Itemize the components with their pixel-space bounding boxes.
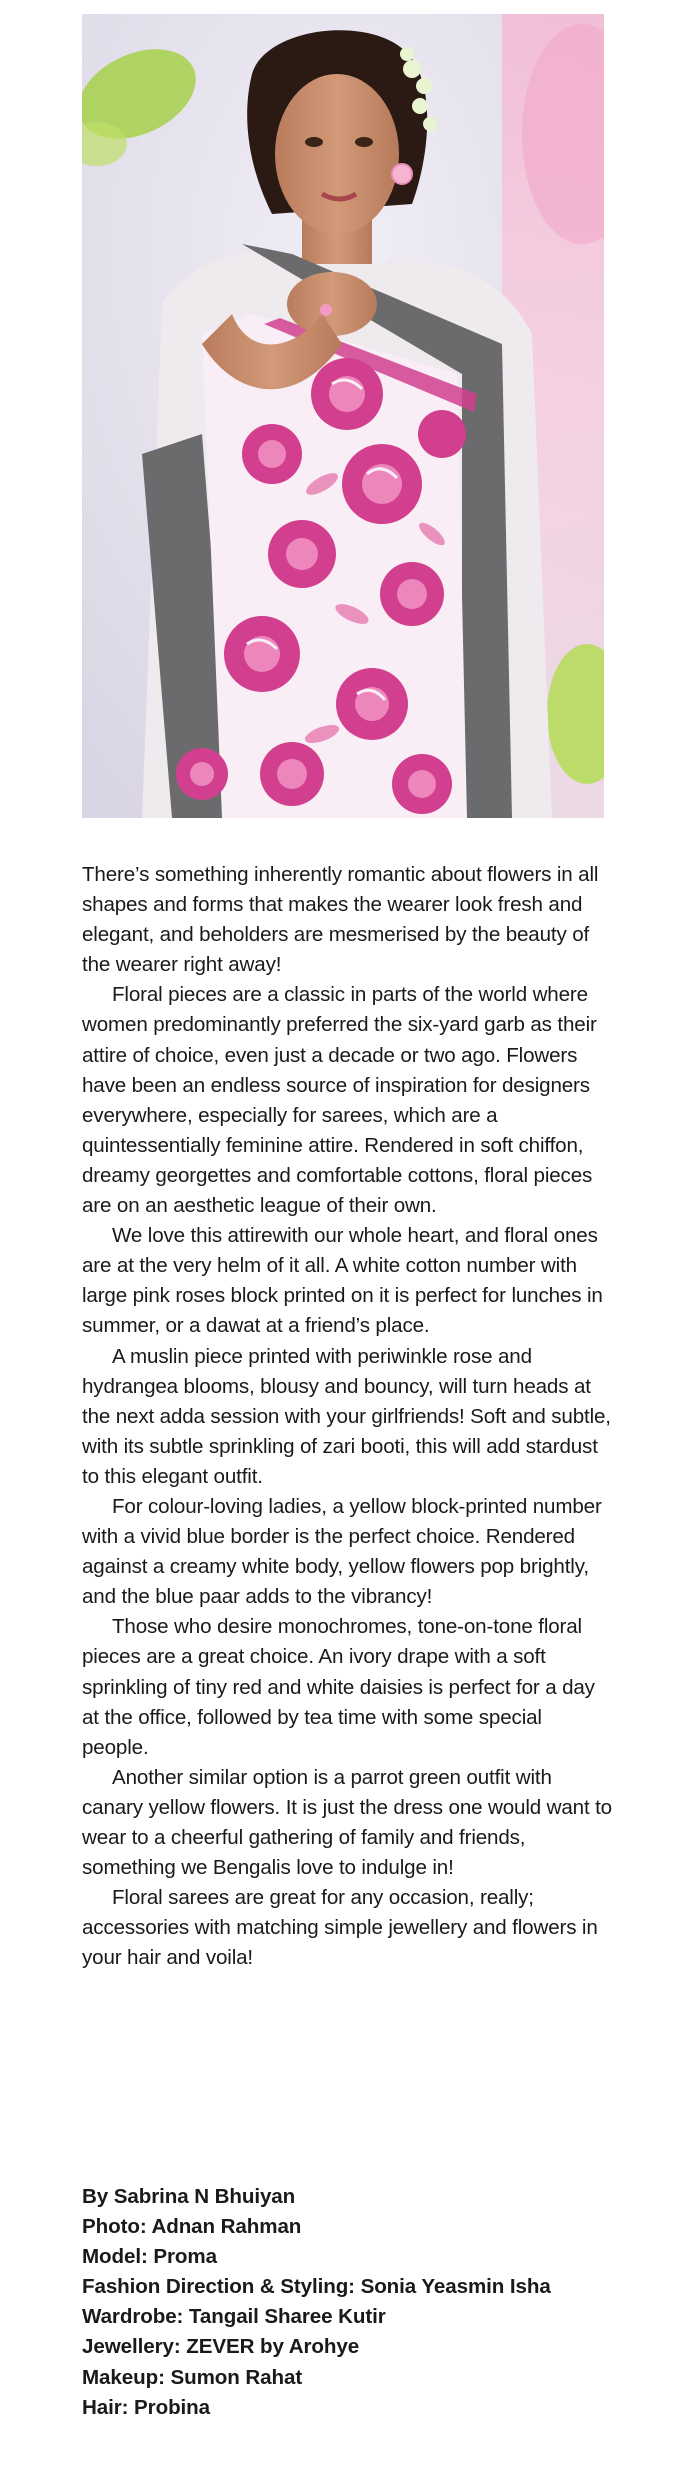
credit-byline: By Sabrina N Bhuiyan bbox=[82, 2185, 296, 2208]
paragraph-intro: There’s something inherently romantic about flowers in all shapes and forms that makes the wearer look fresh and elegant, and beholders are mesmerised by the beauty of the wearer right away! bbox=[82, 863, 599, 977]
paragraph: Floral pieces are a classic in parts of the world where women predominantly preferred the six-yard garb as their attire of choice, even just a decade or two ago. Flowers have been an endless source of inspiration for designers everywhere, especially for sarees, which are a quintessentially feminine attire. Rendered in soft chiffon, dreamy georgettes and comfortable cottons, floral pieces are on an aesthetic league of their own. bbox=[82, 983, 597, 1218]
credit-wardrobe: Wardrobe: Tangail Sharee Kutir bbox=[82, 2305, 386, 2329]
article-body bbox=[82, 860, 612, 1973]
credit-makeup: Makeup: Sumon Rahat bbox=[82, 2365, 303, 2389]
paragraph: For colour-loving ladies, a yellow block-printed number with a vivid blue border is the perfect choice. Rendered against a creamy white body, yellow flowers pop brightly, and the blue paar adds to the vibrancy! bbox=[82, 1494, 602, 1609]
paragraph: We love this attirewith our whole heart, and floral ones are at the very helm of it all. A white cotton number with large pink roses block printed on it is perfect for lunches in summer, or a dawat at a friend’s place. bbox=[82, 1224, 603, 1338]
model-illustration bbox=[82, 14, 604, 818]
credit-model: Model: Proma bbox=[82, 2245, 217, 2269]
credits-block bbox=[82, 2182, 612, 2423]
paragraph: Another similar option is a parrot green outfit with canary yellow flowers. It is just the dress one would want to wear to a cheerful gathering of family and friends, something we Bengalis love to indulge in! bbox=[82, 1765, 612, 1880]
credit-styling: Fashion Direction & Styling: Sonia Yeasmin Isha bbox=[82, 2275, 551, 2299]
paragraph: Those who desire monochromes, tone-on-tone floral pieces are a great choice. An ivory drape with a soft sprinkling of tiny red and white daisies is perfect for a day at the office, followed by tea time with some special people. bbox=[82, 1615, 595, 1759]
credit-hair: Hair: Probina bbox=[82, 2395, 211, 2419]
paragraph: A muslin piece printed with periwinkle rose and hydrangea blooms, blousy and bouncy, will turn heads at the next adda session with your girlfriends! Soft and subtle, with its subtle sprinkling of zari booti, this will add stardust to this elegant outfit. bbox=[82, 1344, 611, 1488]
credit-photo: Photo: Adnan Rahman bbox=[82, 2215, 302, 2239]
credit-jewellery: Jewellery: ZEVER by Arohye bbox=[82, 2335, 360, 2359]
paragraph-closing: Floral sarees are great for any occasion, really; accessories with matching simple jewellery and flowers in your hair and voila! bbox=[82, 1886, 598, 1970]
hero-photo bbox=[82, 14, 604, 818]
